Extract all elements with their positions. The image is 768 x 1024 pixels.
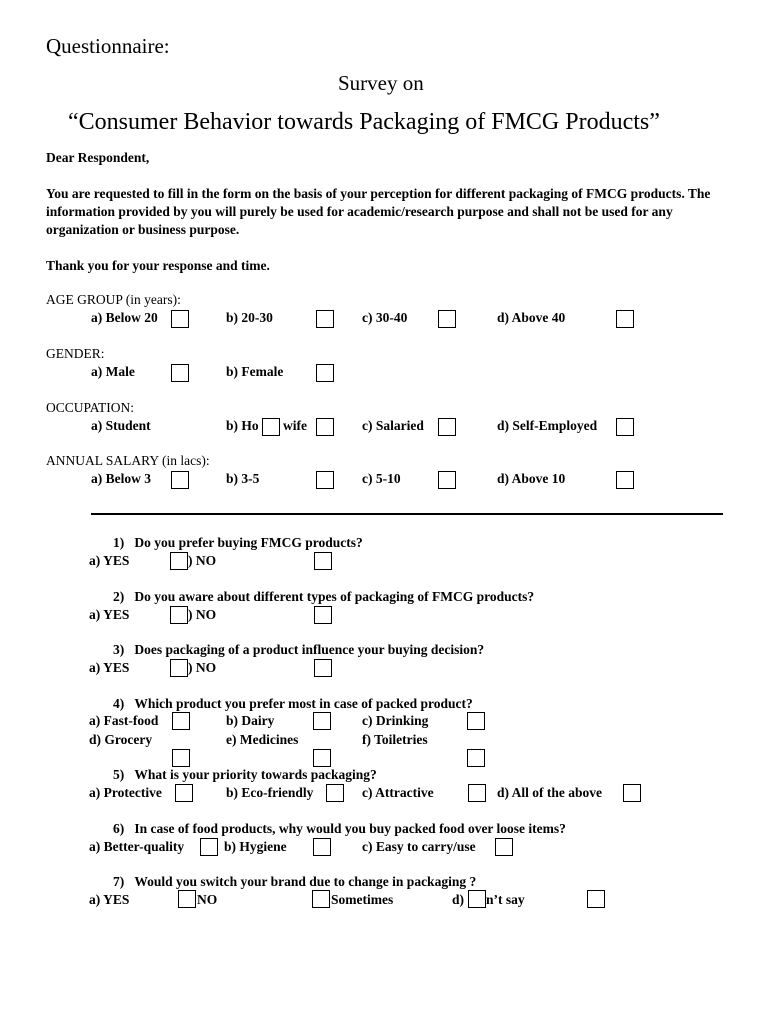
question-6: 6) In case of food products, why would you buy packed food over loose items? <box>113 821 566 836</box>
age-option-a: a) Below 20 <box>91 310 158 325</box>
q5-option-all: d) All of the above <box>497 785 603 800</box>
q4-option-fast-food: a) Fast-food <box>89 713 159 728</box>
occupation-option-a: a) Student <box>91 418 151 433</box>
q5-checkbox-protective[interactable] <box>175 784 193 802</box>
question-1: 1) Do you prefer buying FMCG products? <box>113 535 363 550</box>
q6-checkbox-better-quality[interactable] <box>200 838 218 856</box>
q7-option-cant-say: n’t say <box>486 892 525 907</box>
q6-option-better-quality: a) Better-quality <box>89 839 185 854</box>
q6-option-hygiene: b) Hygiene <box>224 839 287 854</box>
questionnaire-label: Questionnaire: <box>46 34 170 58</box>
occupation-option-b: b) Ho <box>226 418 259 433</box>
occupation-overlap-box[interactable] <box>262 418 280 436</box>
thanks-text: Thank you for your response and time. <box>46 258 270 273</box>
q6-checkbox-hygiene[interactable] <box>313 838 331 856</box>
age-checkbox-d[interactable] <box>616 310 634 328</box>
survey-title: “Consumer Behavior towards Packaging of FMCG Products” <box>68 109 660 135</box>
q7-option-sometimes: Sometimes <box>331 892 394 907</box>
q4-option-grocery: d) Grocery <box>89 732 153 747</box>
age-option-c: c) 30-40 <box>362 310 408 325</box>
age-checkbox-a[interactable] <box>171 310 189 328</box>
salary-checkbox-b[interactable] <box>316 471 334 489</box>
q7-option-no: NO <box>197 892 218 907</box>
gender-label: GENDER: <box>46 346 105 361</box>
salary-option-d: d) Above 10 <box>497 471 566 486</box>
q7-option-yes: a) YES <box>89 892 130 907</box>
q6-option-easy: c) Easy to carry/use <box>362 839 476 854</box>
q1-checkbox-no[interactable] <box>314 552 332 570</box>
salary-checkbox-d[interactable] <box>616 471 634 489</box>
salary-option-b: b) 3-5 <box>226 471 260 486</box>
q3-option-no: ) NO <box>188 660 217 675</box>
occupation-option-c: c) Salaried <box>362 418 424 433</box>
salary-checkbox-a[interactable] <box>171 471 189 489</box>
question-7: 7) Would you switch your brand due to change in packaging ? <box>113 874 477 889</box>
q4-option-dairy: b) Dairy <box>226 713 275 728</box>
q4-checkbox-grocery[interactable] <box>172 749 190 767</box>
q5-checkbox-all[interactable] <box>623 784 641 802</box>
age-checkbox-b[interactable] <box>316 310 334 328</box>
q6-checkbox-easy[interactable] <box>495 838 513 856</box>
occupation-option-d: d) Self-Employed <box>497 418 598 433</box>
q4-option-medicines: e) Medicines <box>226 732 299 747</box>
q7-checkbox-sometimes[interactable] <box>468 890 486 908</box>
occupation-option-b-rest: wife <box>283 418 307 433</box>
age-option-b: b) 20-30 <box>226 310 273 325</box>
q3-option-yes: a) YES <box>89 660 130 675</box>
q5-option-protective: a) Protective <box>89 785 162 800</box>
q3-checkbox-no[interactable] <box>314 659 332 677</box>
q7-checkbox-no[interactable] <box>312 890 330 908</box>
q1-checkbox-yes[interactable] <box>170 552 188 570</box>
question-4: 4) Which product you prefer most in case of packed product? <box>113 696 473 711</box>
q4-option-drinking: c) Drinking <box>362 713 429 728</box>
question-5: 5) What is your priority towards packaging? <box>113 767 377 782</box>
q4-checkbox-fast-food[interactable] <box>172 712 190 730</box>
q7-checkbox-yes[interactable] <box>178 890 196 908</box>
salary-option-a: a) Below 3 <box>91 471 151 486</box>
q1-option-yes: a) YES <box>89 553 130 568</box>
gender-option-a: a) Male <box>91 364 135 379</box>
age-option-d: d) Above 40 <box>497 310 566 325</box>
occupation-checkbox-c[interactable] <box>438 418 456 436</box>
survey-on-text: Survey on <box>338 71 424 95</box>
q5-option-attractive: c) Attractive <box>362 785 434 800</box>
occupation-checkbox-b[interactable] <box>316 418 334 436</box>
q5-checkbox-eco-friendly[interactable] <box>326 784 344 802</box>
q7-option-d: d) <box>452 892 465 907</box>
q2-checkbox-no[interactable] <box>314 606 332 624</box>
q2-option-no: ) NO <box>188 607 217 622</box>
q2-checkbox-yes[interactable] <box>170 606 188 624</box>
intro-paragraph: You are requested to fill in the form on the basis of your perception for different packaging of FMCG products. The information provided by you will purely be used for academic/research purpose and shall not be used for any organization or business purpose. <box>46 186 711 237</box>
q3-checkbox-yes[interactable] <box>170 659 188 677</box>
q5-checkbox-attractive[interactable] <box>468 784 486 802</box>
q2-option-yes: a) YES <box>89 607 130 622</box>
greeting: Dear Respondent, <box>46 150 150 165</box>
q4-checkbox-toiletries[interactable] <box>467 749 485 767</box>
occupation-checkbox-d[interactable] <box>616 418 634 436</box>
q1-option-no: ) NO <box>188 553 217 568</box>
question-2: 2) Do you aware about different types of packaging of FMCG products? <box>113 589 535 604</box>
section-divider <box>91 513 723 515</box>
question-3: 3) Does packaging of a product influence your buying decision? <box>113 642 485 657</box>
salary-option-c: c) 5-10 <box>362 471 401 486</box>
q5-option-eco-friendly: b) Eco-friendly <box>226 785 314 800</box>
gender-checkbox-a[interactable] <box>171 364 189 382</box>
salary-label: ANNUAL SALARY (in lacs): <box>46 453 210 468</box>
gender-option-b: b) Female <box>226 364 284 379</box>
q4-checkbox-dairy[interactable] <box>313 712 331 730</box>
q7-checkbox-cant-say[interactable] <box>587 890 605 908</box>
q4-option-toiletries: f) Toiletries <box>362 732 428 747</box>
salary-checkbox-c[interactable] <box>438 471 456 489</box>
q4-checkbox-drinking[interactable] <box>467 712 485 730</box>
age-checkbox-c[interactable] <box>438 310 456 328</box>
occupation-label: OCCUPATION: <box>46 400 135 415</box>
gender-checkbox-b[interactable] <box>316 364 334 382</box>
q4-checkbox-medicines[interactable] <box>313 749 331 767</box>
age-group-label: AGE GROUP (in years): <box>46 292 181 307</box>
